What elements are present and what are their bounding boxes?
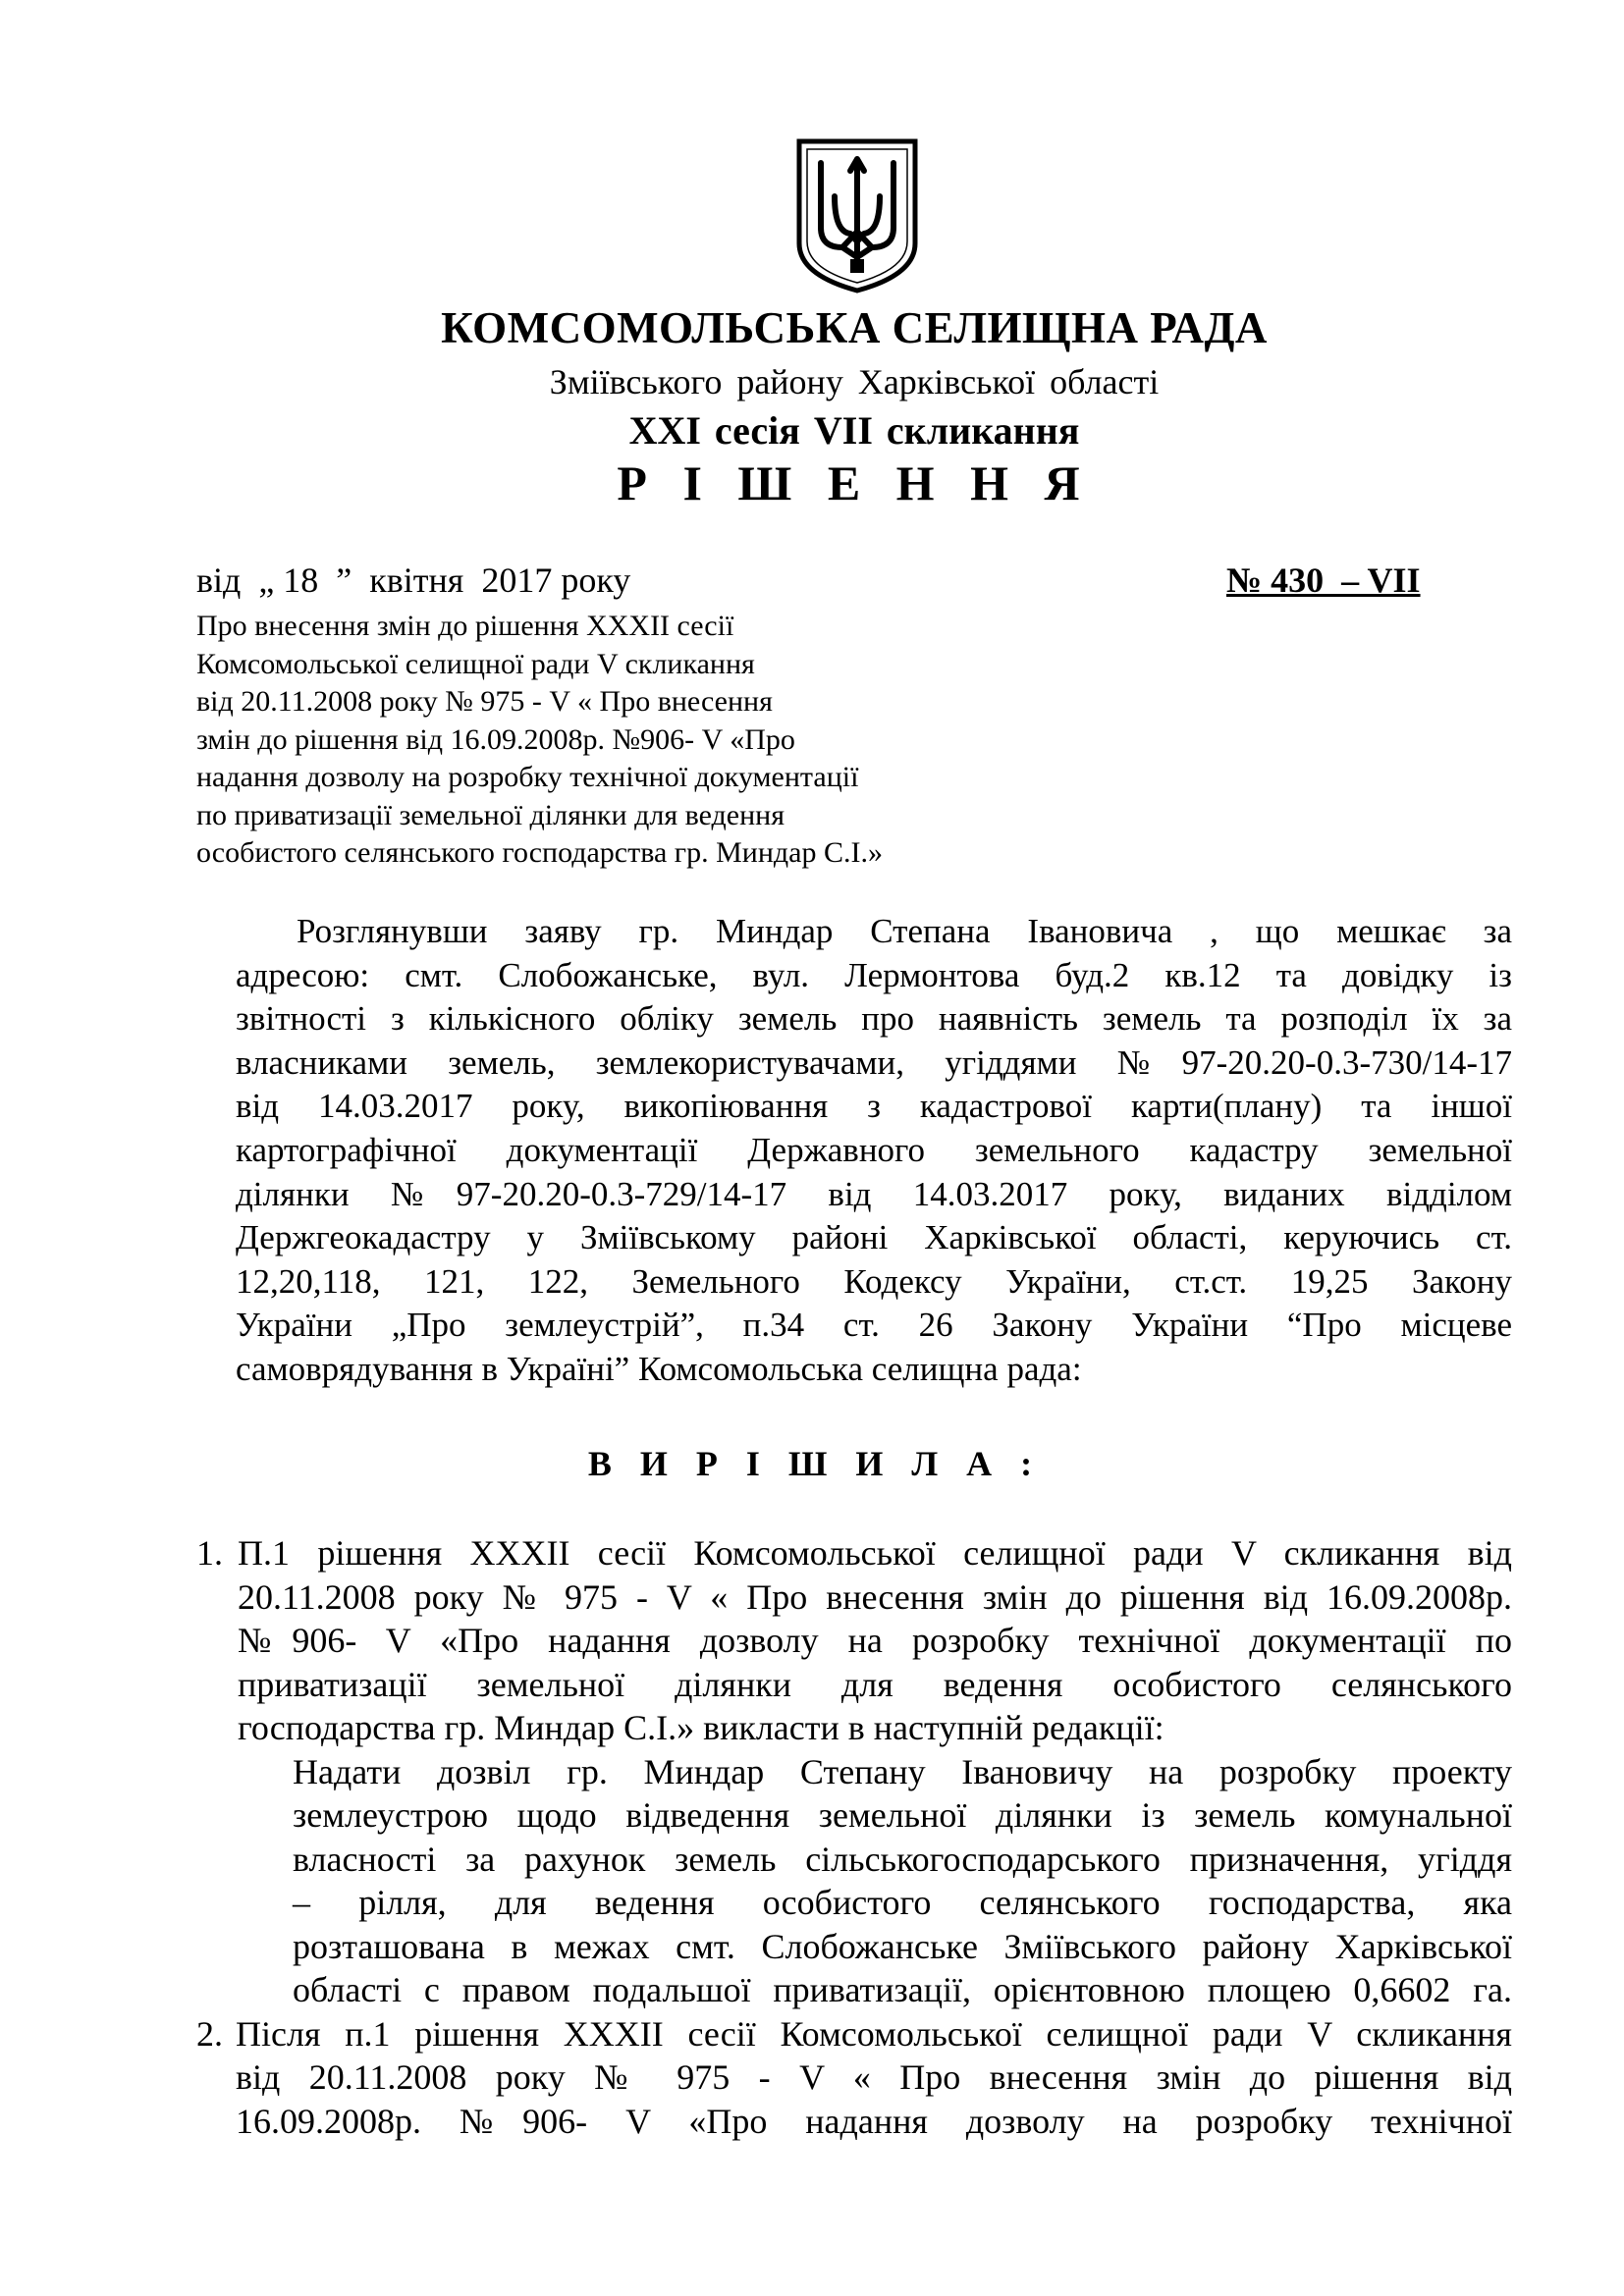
preamble-line: 12,20,118, 121, 122, Земельного Кодексу України, ст.ст. 19,25 Закону bbox=[236, 1261, 1512, 1301]
preamble-line: адресою: смт. Слобожанське, вул. Лермонтова буд.2 кв.12 та довідку із bbox=[236, 955, 1512, 994]
item-line: П.1 рішення XXXII сесії Комсомольської селищної ради V скликання від bbox=[238, 1533, 1512, 1573]
item-number: 2. bbox=[196, 2013, 223, 2054]
preamble-paragraph bbox=[236, 910, 1512, 1392]
item-number: 1. bbox=[196, 1533, 223, 1573]
decision-number: № 430 – VII bbox=[1226, 561, 1421, 600]
subject-line: Комсомольської селищної ради V скликання bbox=[196, 647, 755, 680]
preamble-line: ділянки №97-20.20-0.3-729/14-17 від 14.03.2017 року, виданих відділом bbox=[236, 1174, 1512, 1213]
subject-line: надання дозволу на розробку технічної документації bbox=[196, 761, 859, 793]
document-title: Р І Ш Е Н Н Я bbox=[617, 455, 1092, 510]
item-line: від 20.11.2008 року № 975 - V « Про внесення змін до рішення від bbox=[236, 2057, 1512, 2097]
item-line: приватизації земельної ділянки для ведення особистого селянського bbox=[238, 1664, 1512, 1704]
item-line: Після п.1 рішення XXXII сесії Комсомольської селищної ради V скликання bbox=[236, 2013, 1512, 2054]
item-line: 20.11.2008 року № 975 - V « Про внесення змін до рішення від 16.09.2008р. bbox=[238, 1576, 1512, 1617]
item-line: області с правом подальшої приватизації, орієнтовною площею 0,6602 га. bbox=[293, 1970, 1512, 2009]
council-name: КОМСОМОЛЬСЬКА СЕЛИЩНА РАДА bbox=[441, 303, 1268, 352]
preamble-line: від 14.03.2017 року, викопіювання з кадастрової карти(плану) та іншої bbox=[236, 1087, 1512, 1126]
item-line: Надати дозвіл гр. Миндар Степану Івановичу на розробку проекту bbox=[293, 1751, 1512, 1791]
preamble-line: власниками земель, землекористувачами, угіддями №97-20.20-0.3-730/14-17 bbox=[236, 1042, 1512, 1082]
subject-line: по приватизації земельної ділянки для ведення bbox=[196, 798, 785, 831]
preamble-line: звітності з кількісного обліку земель про наявність земель та розподіл їх за bbox=[236, 999, 1512, 1039]
session-line: XXI сесія VII скликання bbox=[628, 408, 1080, 453]
subject-line: змін до рішення від 16.09.2008р. №906- V «Про bbox=[196, 722, 795, 756]
subject-line: особистого селянського господарства гр. Миндар С.І.» bbox=[196, 836, 883, 869]
resolved-heading: В И Р І Ш И Л А : bbox=[587, 1444, 1043, 1483]
item-line: господарства гр. Миндар С.І.» викласти в наступній редакції: bbox=[238, 1708, 1164, 1747]
subject-line: від 20.11.2008 року № 975 - V « Про внесення bbox=[196, 685, 773, 718]
item-line: землеустрою щодо відведення земельної ділянки із земель комунальної bbox=[293, 1795, 1512, 1835]
item-line: №906- V «Про надання дозволу на розробку технічної документації по bbox=[238, 1621, 1512, 1660]
decision-date: від „ 18 ” квітня 2017 року bbox=[196, 561, 631, 600]
preamble-line: картографічної документації Державного земельного кадастру земельної bbox=[236, 1130, 1512, 1169]
district-line: Зміївського району Харківської області bbox=[549, 362, 1160, 401]
decision-item bbox=[196, 2012, 1512, 2144]
item-line: 16.09.2008р. №906- V «Про надання дозволу на розробку технічної bbox=[236, 2101, 1512, 2141]
preamble-line: самоврядування в Україні” Комсомольська селищна рада: bbox=[236, 1349, 1082, 1388]
decision-items bbox=[196, 1531, 1512, 2143]
preamble-line: України „Про землеустрій”, п.34 ст. 26 Закону України “Про місцеве bbox=[236, 1306, 1512, 1345]
item-line: власності за рахунок земель сільськогосподарського призначення, угіддя bbox=[293, 1839, 1512, 1879]
preamble-line: Розглянувши заяву гр. Миндар Степана Івановича , що мешкає за bbox=[297, 912, 1512, 950]
trident-emblem-icon bbox=[793, 137, 921, 294]
item-new-wording bbox=[293, 1750, 1512, 2012]
item-line: розташована в межах смт. Слобожанське Зміївського району Харківської bbox=[293, 1926, 1512, 1966]
subject-line: Про внесення змін до рішення XXXII сесії bbox=[196, 610, 734, 642]
item-line: – рілля, для ведення особистого селянського господарства, яка bbox=[293, 1883, 1512, 1922]
decision-subject bbox=[196, 608, 1080, 873]
preamble-line: Держгеокадастру у Зміївському районі Харківської області, керуючись ст. bbox=[236, 1218, 1512, 1257]
decision-item bbox=[196, 1531, 1512, 2012]
